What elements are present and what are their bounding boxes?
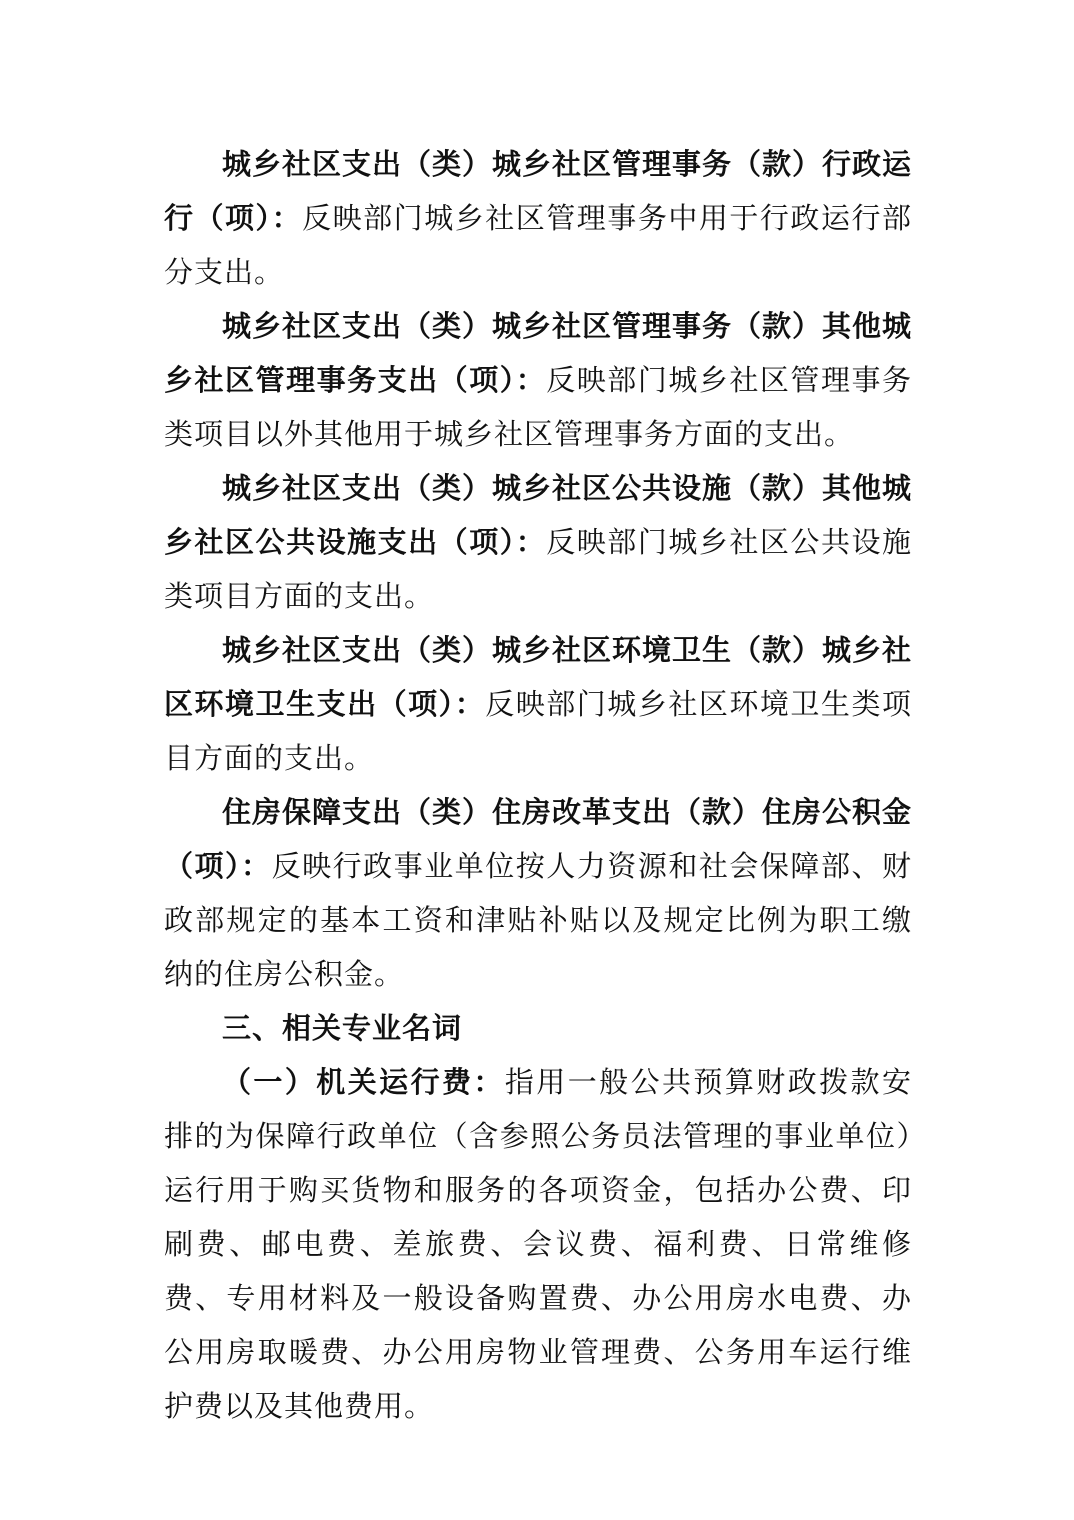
term-label: 城乡社区支出（类）城乡社区公共设施（款）其他城乡社区公共设施支出（项）： bbox=[164, 471, 913, 559]
paragraph-public-facilities bbox=[164, 461, 912, 623]
paragraph-environmental-sanitation bbox=[164, 623, 912, 785]
term-label: 城乡社区支出（类）城乡社区管理事务（款）其他城乡社区管理事务支出（项）： bbox=[164, 309, 913, 397]
paragraph-other-management bbox=[164, 299, 912, 461]
document-page bbox=[164, 137, 912, 1433]
paragraph-admin-operation bbox=[164, 137, 912, 299]
paragraph-housing-fund bbox=[164, 785, 912, 1001]
term-label: 城乡社区支出（类）城乡社区环境卫生（款）城乡社区环境卫生支出（项）： bbox=[164, 633, 913, 721]
section-heading: 三、相关专业名词 bbox=[222, 1011, 463, 1045]
term-label: （一）机关运行费： bbox=[222, 1065, 505, 1099]
term-label: 城乡社区支出（类）城乡社区管理事务（款）行政运行（项）： bbox=[164, 147, 913, 235]
term-description: 反映部门城乡社区管理事务中用于行政运行部分支出。 bbox=[164, 201, 912, 289]
term-description: 反映行政事业单位按人力资源和社会保障部、财政部规定的基本工资和津贴补贴以及规定比例为职工缴纳的住房公积金。 bbox=[164, 849, 912, 991]
term-description: 反映部门城乡社区公共设施类项目方面的支出。 bbox=[164, 525, 912, 613]
term-label: 住房保障支出（类）住房改革支出（款）住房公积金（项）： bbox=[164, 795, 913, 883]
term-description: 反映部门城乡社区管理事务类项目以外其他用于城乡社区管理事务方面的支出。 bbox=[164, 363, 912, 451]
term-description: 指用一般公共预算财政拨款安排的为保障行政单位（含参照公务员法管理的事业单位）运行用于购买货物和服务的各项资金，包括办公费、印刷费、邮电费、差旅费、会议费、福利费、日常维修费、专用材料及一般设备购置费、办公用房水电费、办公用房取暖费、办公用房物业管理费、公务用车运行维护费以及其他费用。 bbox=[164, 1065, 912, 1423]
paragraph-definition-operating-cost bbox=[164, 1055, 912, 1433]
term-description: 反映部门城乡社区环境卫生类项目方面的支出。 bbox=[164, 687, 912, 775]
